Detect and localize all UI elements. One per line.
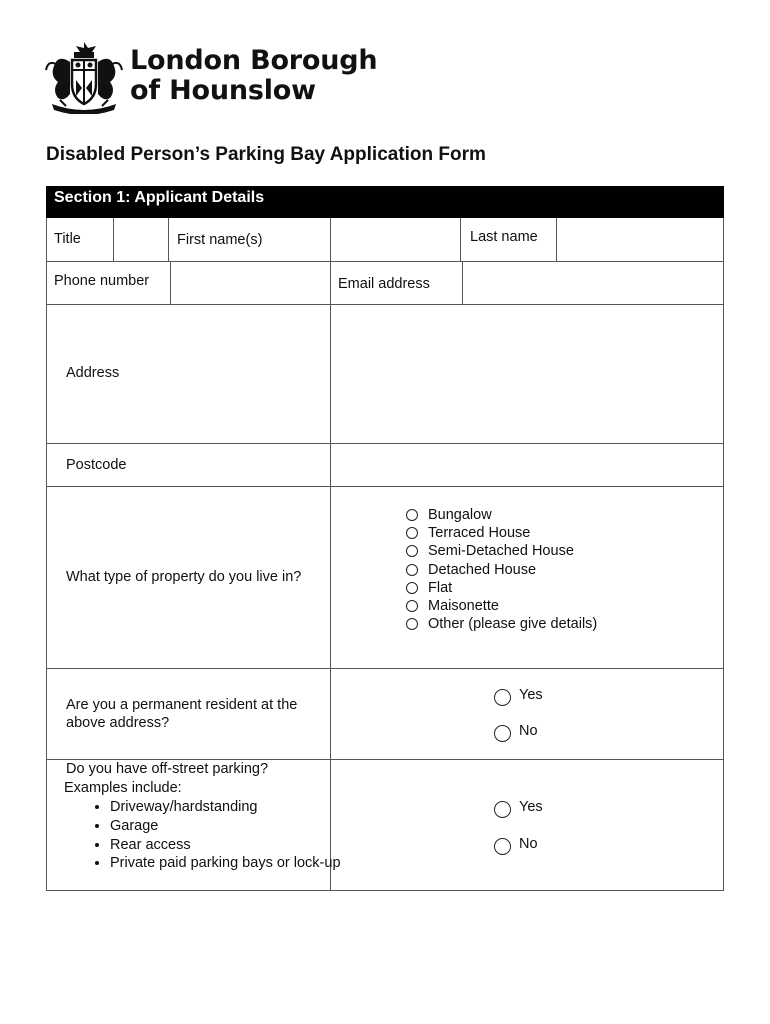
postcode-field[interactable] (331, 444, 723, 486)
property-option[interactable]: Terraced House (406, 524, 597, 542)
radio-button-icon[interactable] (406, 509, 418, 521)
list-item: • Garage (110, 817, 370, 836)
section-header: Section 1: Applicant Details (46, 186, 724, 218)
radio-button-icon[interactable] (406, 527, 418, 539)
last-name-field[interactable] (557, 219, 723, 261)
list-item: • Private paid parking bays or lock-up (110, 854, 370, 873)
resident-no-option[interactable]: No (494, 723, 538, 742)
email-label: Email address (338, 276, 430, 292)
offstreet-examples-list (62, 798, 370, 873)
email-field[interactable] (463, 262, 723, 304)
postcode-label: Postcode (66, 457, 127, 473)
phone-field[interactable] (171, 262, 330, 304)
property-option[interactable]: Other (please give details) (406, 615, 597, 633)
org-name-line1: London Borough (130, 45, 378, 76)
address-field[interactable] (331, 305, 723, 443)
radio-button-icon[interactable] (494, 838, 511, 855)
property-option[interactable]: Flat (406, 579, 597, 597)
radio-button-icon[interactable] (494, 725, 511, 742)
property-option[interactable]: Semi-Detached House (406, 542, 597, 560)
org-name-line2: of Hounslow (130, 75, 316, 106)
organisation-name (130, 46, 377, 106)
radio-button-icon[interactable] (494, 801, 511, 818)
resident-question-line2: above address? (66, 715, 170, 731)
offstreet-examples-label: Examples include: (64, 780, 182, 796)
property-type-question: What type of property do you live in? (66, 569, 302, 585)
property-option[interactable]: Maisonette (406, 597, 597, 615)
last-name-label: Last name (470, 229, 538, 245)
property-option[interactable]: Bungalow (406, 506, 597, 524)
offstreet-question: Do you have off-street parking? (66, 761, 269, 777)
property-option[interactable]: Detached House (406, 561, 597, 579)
resident-yes-option[interactable]: Yes (494, 687, 543, 706)
property-type-options (406, 506, 597, 633)
radio-button-icon[interactable] (406, 564, 418, 576)
phone-label: Phone number (54, 273, 150, 289)
address-label: Address (66, 365, 120, 381)
radio-button-icon[interactable] (494, 689, 511, 706)
page-header (44, 40, 404, 116)
offstreet-no-option[interactable]: No (494, 836, 538, 855)
first-name-field[interactable] (331, 219, 460, 261)
radio-button-icon[interactable] (406, 618, 418, 630)
list-item: • Rear access (110, 836, 370, 855)
list-item: • Driveway/hardstanding (110, 798, 370, 817)
radio-button-icon[interactable] (406, 600, 418, 612)
form-title: Disabled Person’s Parking Bay Application Form (46, 144, 486, 165)
borough-crest-icon (44, 40, 124, 114)
first-name-label: First name(s) (177, 232, 263, 248)
radio-button-icon[interactable] (406, 545, 418, 557)
radio-button-icon[interactable] (406, 582, 418, 594)
title-label: Title (54, 231, 81, 247)
offstreet-yes-option[interactable]: Yes (494, 799, 543, 818)
resident-question-line1: Are you a permanent resident at the (66, 697, 298, 713)
title-field[interactable] (114, 219, 168, 261)
